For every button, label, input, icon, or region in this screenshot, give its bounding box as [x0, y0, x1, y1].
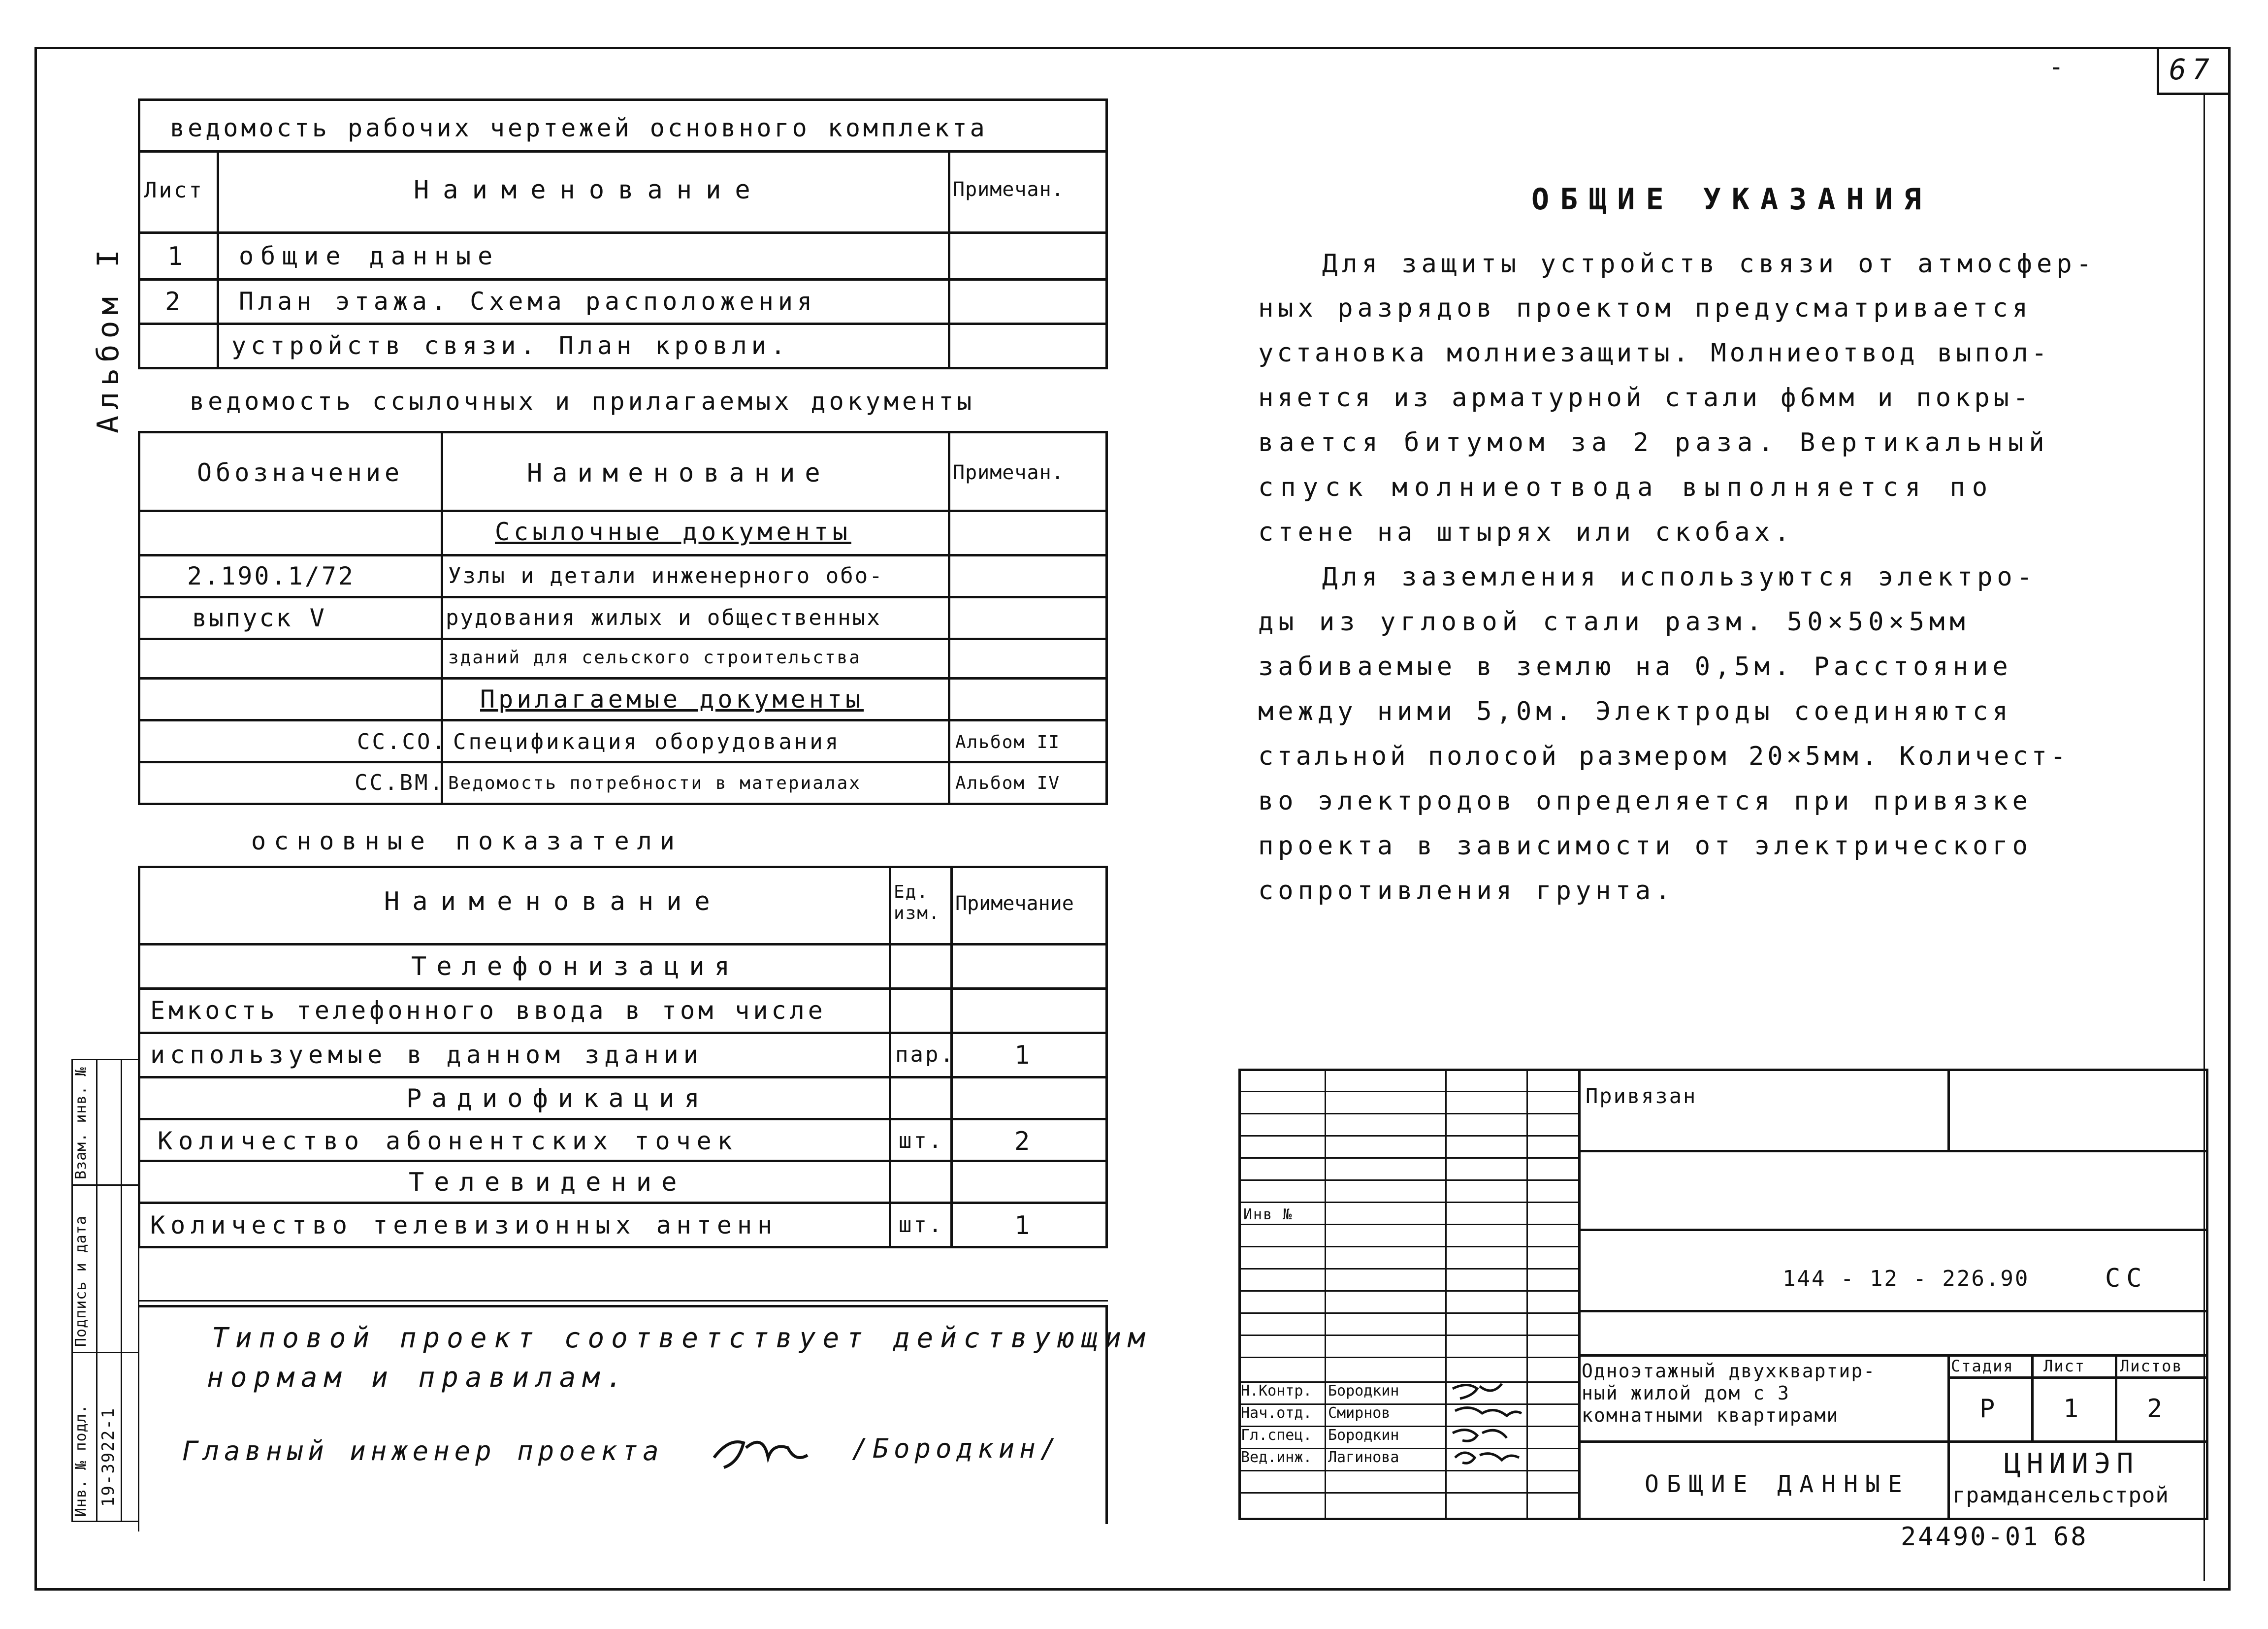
t1-row2 — [138, 278, 1108, 281]
t1-col2 — [948, 150, 950, 367]
side-stamp-mid2 — [121, 1059, 122, 1522]
tb-project-name-2: ный жилой дом с 3 — [1582, 1382, 1790, 1404]
t2-r2 — [138, 596, 1108, 598]
t2-row5-note: Альбом IV — [955, 773, 1061, 793]
t2-col3 — [1105, 431, 1108, 803]
t2-r6 — [138, 761, 1108, 763]
tb-gr-9 — [1238, 1268, 1578, 1270]
tb-org-line2: грамдансельстрой — [1952, 1483, 2169, 1508]
t1-row2-sheet: 2 — [165, 287, 187, 317]
t3-row-radio-note: 2 — [1014, 1127, 1036, 1156]
t2-row5-name: Ведомость потребности в материалах — [448, 773, 861, 793]
tb-code-suffix: СС — [2105, 1264, 2148, 1293]
chief-engineer-name: /Бородкин/ — [852, 1433, 1062, 1464]
t3-header-unit: Ед. изм. — [894, 882, 940, 924]
t1-header-name: Наименование — [414, 175, 764, 205]
general-line-7: стене на штырях или скобах. — [1258, 518, 1794, 547]
t3-col3 — [1105, 866, 1108, 1246]
t3-row-used-unit: пар. — [895, 1042, 955, 1067]
tb-r-name-bottom — [1578, 1440, 2206, 1443]
t3-col1 — [889, 866, 891, 1246]
indicators-title: основные показатели — [251, 827, 682, 855]
t3-row-radio-name: Количество абонентских точек — [158, 1127, 738, 1155]
t3-top — [138, 866, 1108, 868]
t1-header-sheet: Лист — [144, 178, 204, 203]
general-line-10: забиваемые в землю на 0,5м. Расстояние — [1258, 652, 2012, 682]
t2-header-name: Наименование — [527, 458, 830, 488]
compliance-line1: Типовой проект соответствует действующим — [212, 1322, 1152, 1354]
t3-row-radio-unit: шт. — [899, 1128, 944, 1153]
t2-section-att: Прилагаемые документы — [480, 685, 864, 714]
t3-row-used-name: используемые в данном здании — [150, 1041, 703, 1069]
t3-bottom — [138, 1246, 1108, 1248]
t2-row2-code: выпуск V — [192, 604, 326, 632]
side-stamp-top — [71, 1059, 138, 1060]
t3-h — [138, 943, 1108, 945]
t2-bottom — [138, 803, 1108, 805]
t3-header-note: Примечание — [955, 892, 1074, 915]
t1-row3-name: устройств связи. План кровли. — [231, 331, 790, 360]
general-line-12: стальной полосой размером 20×5мм. Количест- — [1258, 742, 2070, 771]
right-edge-line — [2203, 94, 2205, 1581]
tb-privyazan: Привязан — [1586, 1084, 1697, 1108]
tb-org-line1: ЦНИИЭП — [2004, 1448, 2139, 1480]
tb-gr-7 — [1238, 1224, 1578, 1225]
t1-col1 — [217, 150, 219, 367]
t1-bottom — [138, 367, 1108, 369]
t2-section-ref: Ссылочные документы — [495, 518, 851, 546]
tb-grid-c4 — [1578, 1069, 1581, 1519]
page-number: 67 — [2169, 53, 2215, 86]
tb-project-name-3: комнатными квартирами — [1582, 1404, 1839, 1426]
side-stamp-bottom — [71, 1521, 138, 1522]
general-line-4: няется из арматурной стали ф6мм и покры- — [1258, 383, 2033, 413]
tb-sig-name-2: Смирнов — [1328, 1404, 1391, 1422]
tb-sig-name-3: Бородкин — [1328, 1427, 1399, 1444]
t3-r2 — [138, 1032, 1108, 1034]
chief-signature — [709, 1428, 812, 1477]
tb-gr-11 — [1238, 1312, 1578, 1314]
tb-gr-3 — [1238, 1135, 1578, 1137]
t3-r6 — [138, 1202, 1108, 1204]
t3-row-capacity-name: Емкость телефонного ввода в том числе — [150, 996, 826, 1025]
tb-sig-role-3: Гл.спец. — [1241, 1427, 1312, 1444]
t1-col0 — [138, 98, 140, 367]
tb-r-code-bottom — [1578, 1310, 2206, 1312]
t3-row-used-note: 1 — [1014, 1041, 1036, 1070]
side-stamp-inv-podl: Инв. № подл. — [72, 1404, 90, 1517]
t2-row4-name: Спецификация оборудования — [453, 729, 841, 754]
side-stamp-inv-number: 19-3922-1 — [98, 1407, 118, 1507]
tb-sheet-title: ОБЩИЕ ДАННЫЕ — [1645, 1470, 1910, 1498]
tb-sheet: 1 — [2063, 1394, 2085, 1424]
side-stamp-mid1 — [96, 1059, 97, 1522]
tb-sig-name-4: Лагинова — [1328, 1449, 1399, 1466]
t3-group-telephone: Телефонизация — [411, 952, 740, 981]
referenced-docs-title: ведомость ссылочных и прилагаемых документы — [190, 387, 975, 416]
tb-r-stage-div2 — [2115, 1354, 2117, 1440]
t2-r3 — [138, 638, 1108, 640]
general-line-11: между ними 5,0м. Электроды соединяются — [1258, 697, 2012, 726]
t3-r5 — [138, 1160, 1108, 1162]
chief-engineer-label: Главный инженер проекта — [182, 1435, 664, 1466]
left-block-bottom — [138, 1300, 1108, 1302]
general-line-5: вается битумом за 2 раза. Вертикальный — [1258, 428, 2050, 457]
tb-r-stage-hdr — [1947, 1376, 2206, 1379]
general-text — [1258, 251, 2159, 923]
working-drawings-title: ведомость рабочих чертежей основного комплекта — [170, 114, 988, 142]
t2-row5-code: СС.ВМ. — [355, 770, 445, 795]
t3-group-radio: Радиофикация — [406, 1084, 710, 1113]
tb-r-stage-left — [1947, 1354, 1950, 1519]
top-dash: - — [2048, 52, 2070, 82]
tb-gr-8 — [1238, 1246, 1578, 1247]
tb-stage: Р — [1979, 1394, 2001, 1424]
general-line-3: установка молниезащиты. Молниеотвод выпол- — [1258, 338, 2050, 368]
album-label: Альбом I — [91, 244, 126, 433]
tb-stage-label: Стадия — [1951, 1357, 2014, 1375]
t1-col3 — [1105, 98, 1108, 367]
tb-code: 144 - 12 - 226.90 — [1782, 1266, 2030, 1291]
t2-row4-code: СС.СО. — [357, 729, 447, 754]
bottom-number: 24490-01 — [1901, 1522, 2040, 1552]
tb-gr-6 — [1238, 1202, 1578, 1203]
tb-sheets: 2 — [2147, 1394, 2169, 1424]
page-number-box-bottom — [2157, 93, 2231, 95]
tb-gr-1 — [1238, 1091, 1578, 1092]
t2-header-code: Обозначение — [197, 458, 404, 487]
t3-header-name: Наименование — [384, 887, 723, 916]
t1-header-note: Примечан. — [953, 178, 1064, 201]
tb-r-priv-div — [1947, 1069, 1950, 1150]
tb-handwritten-signatures — [1448, 1379, 1526, 1472]
t1-top — [138, 98, 1108, 101]
t2-row2-name: рудования жилых и общественных — [446, 605, 881, 630]
tb-gr-13 — [1238, 1357, 1578, 1358]
general-line-2: ных разрядов проектом предусматривается — [1258, 293, 2032, 323]
tb-top — [1238, 1069, 2208, 1071]
tb-r-3 — [1578, 1354, 2206, 1357]
t3-r3 — [138, 1076, 1108, 1078]
t2-h — [138, 510, 1108, 512]
t1-row0 — [138, 150, 1108, 153]
tb-r-stage-div1 — [2031, 1354, 2034, 1440]
page-number-box-left — [2157, 47, 2159, 94]
t2-r4 — [138, 677, 1108, 680]
tb-sig-role-4: Вед.инж. — [1241, 1449, 1312, 1466]
t2-col2 — [948, 431, 950, 803]
tb-gr-19 — [1238, 1492, 1578, 1494]
general-line-1: Для защиты устройств связи от атмосфер- — [1322, 249, 2096, 279]
t3-r4 — [138, 1118, 1108, 1120]
tb-sheets-label: Листов — [2120, 1357, 2183, 1375]
t1-row3 — [138, 323, 1108, 325]
t3-r1 — [138, 987, 1108, 990]
t1-row1-sheet: 1 — [167, 242, 189, 271]
general-line-8: Для заземления используются электро- — [1322, 562, 2037, 592]
tb-sig-role-1: Н.Контр. — [1241, 1382, 1312, 1400]
t2-row4-note: Альбом II — [955, 732, 1061, 752]
left-block-left — [138, 1246, 139, 1531]
side-stamp-podpis: Подпись и дата — [72, 1215, 90, 1347]
general-line-13: во электродов определяется при привязке — [1258, 786, 2032, 816]
tb-gr-18 — [1238, 1470, 1578, 1471]
t3-group-tv: Телевидение — [409, 1168, 687, 1197]
side-stamp-vzam: Взам. инв. № — [72, 1067, 90, 1179]
general-title: ОБЩИЕ УКАЗАНИЯ — [1531, 182, 1932, 217]
tb-gr-12 — [1238, 1335, 1578, 1336]
t1-row1 — [138, 231, 1108, 234]
tb-bottom — [1238, 1518, 2208, 1520]
compliance-line2: нормам и правилам. — [207, 1362, 630, 1394]
t3-row-tv-note: 1 — [1014, 1211, 1036, 1240]
tb-r-priv-bottom — [1578, 1150, 2206, 1152]
t1-row2-name: План этажа. Схема расположения — [239, 287, 817, 316]
t2-row1-name: Узлы и детали инженерного обо- — [448, 563, 884, 588]
t2-header-note: Примечан. — [953, 461, 1064, 484]
general-line-14: проекта в зависимости от электрического — [1258, 831, 2032, 861]
side-stamp-sep2 — [71, 1352, 138, 1353]
tb-r-2 — [1578, 1229, 2206, 1231]
t2-r1 — [138, 554, 1108, 556]
tb-project-name-1: Одноэтажный двухквартир- — [1582, 1360, 1876, 1382]
general-line-6: спуск молниеотвода выполняется по — [1258, 473, 1995, 502]
t1-row1-name: общие данные — [239, 242, 500, 270]
tb-right — [2206, 1069, 2208, 1519]
general-line-9: ды из угловой стали разм. 50×50×5мм — [1258, 607, 1970, 637]
t2-row3-name: зданий для сельского строительства — [448, 648, 861, 668]
tb-sig-role-2: Нач.отд. — [1241, 1404, 1312, 1422]
t3-row-tv-name: Количество телевизионных антенн — [150, 1211, 778, 1239]
general-line-15: сопротивления грунта. — [1258, 876, 1675, 906]
compliance-top — [138, 1305, 1108, 1307]
tb-gr-10 — [1238, 1290, 1578, 1292]
tb-gr-2 — [1238, 1113, 1578, 1114]
tb-gr-4 — [1238, 1157, 1578, 1159]
bottom-page: 68 — [2053, 1522, 2088, 1552]
tb-gr-5 — [1238, 1179, 1578, 1181]
tb-sheet-label: Лист — [2043, 1357, 2086, 1375]
side-stamp-sep1 — [71, 1184, 138, 1186]
tb-inv-no: Инв № — [1243, 1206, 1293, 1223]
t2-row1-code: 2.190.1/72 — [187, 562, 356, 590]
t3-col0 — [138, 866, 140, 1246]
t2-col0 — [138, 431, 140, 803]
t2-top — [138, 431, 1108, 433]
t3-row-tv-unit: шт. — [899, 1212, 944, 1238]
t2-r5 — [138, 719, 1108, 721]
tb-sig-name-1: Бородкин — [1328, 1382, 1399, 1400]
